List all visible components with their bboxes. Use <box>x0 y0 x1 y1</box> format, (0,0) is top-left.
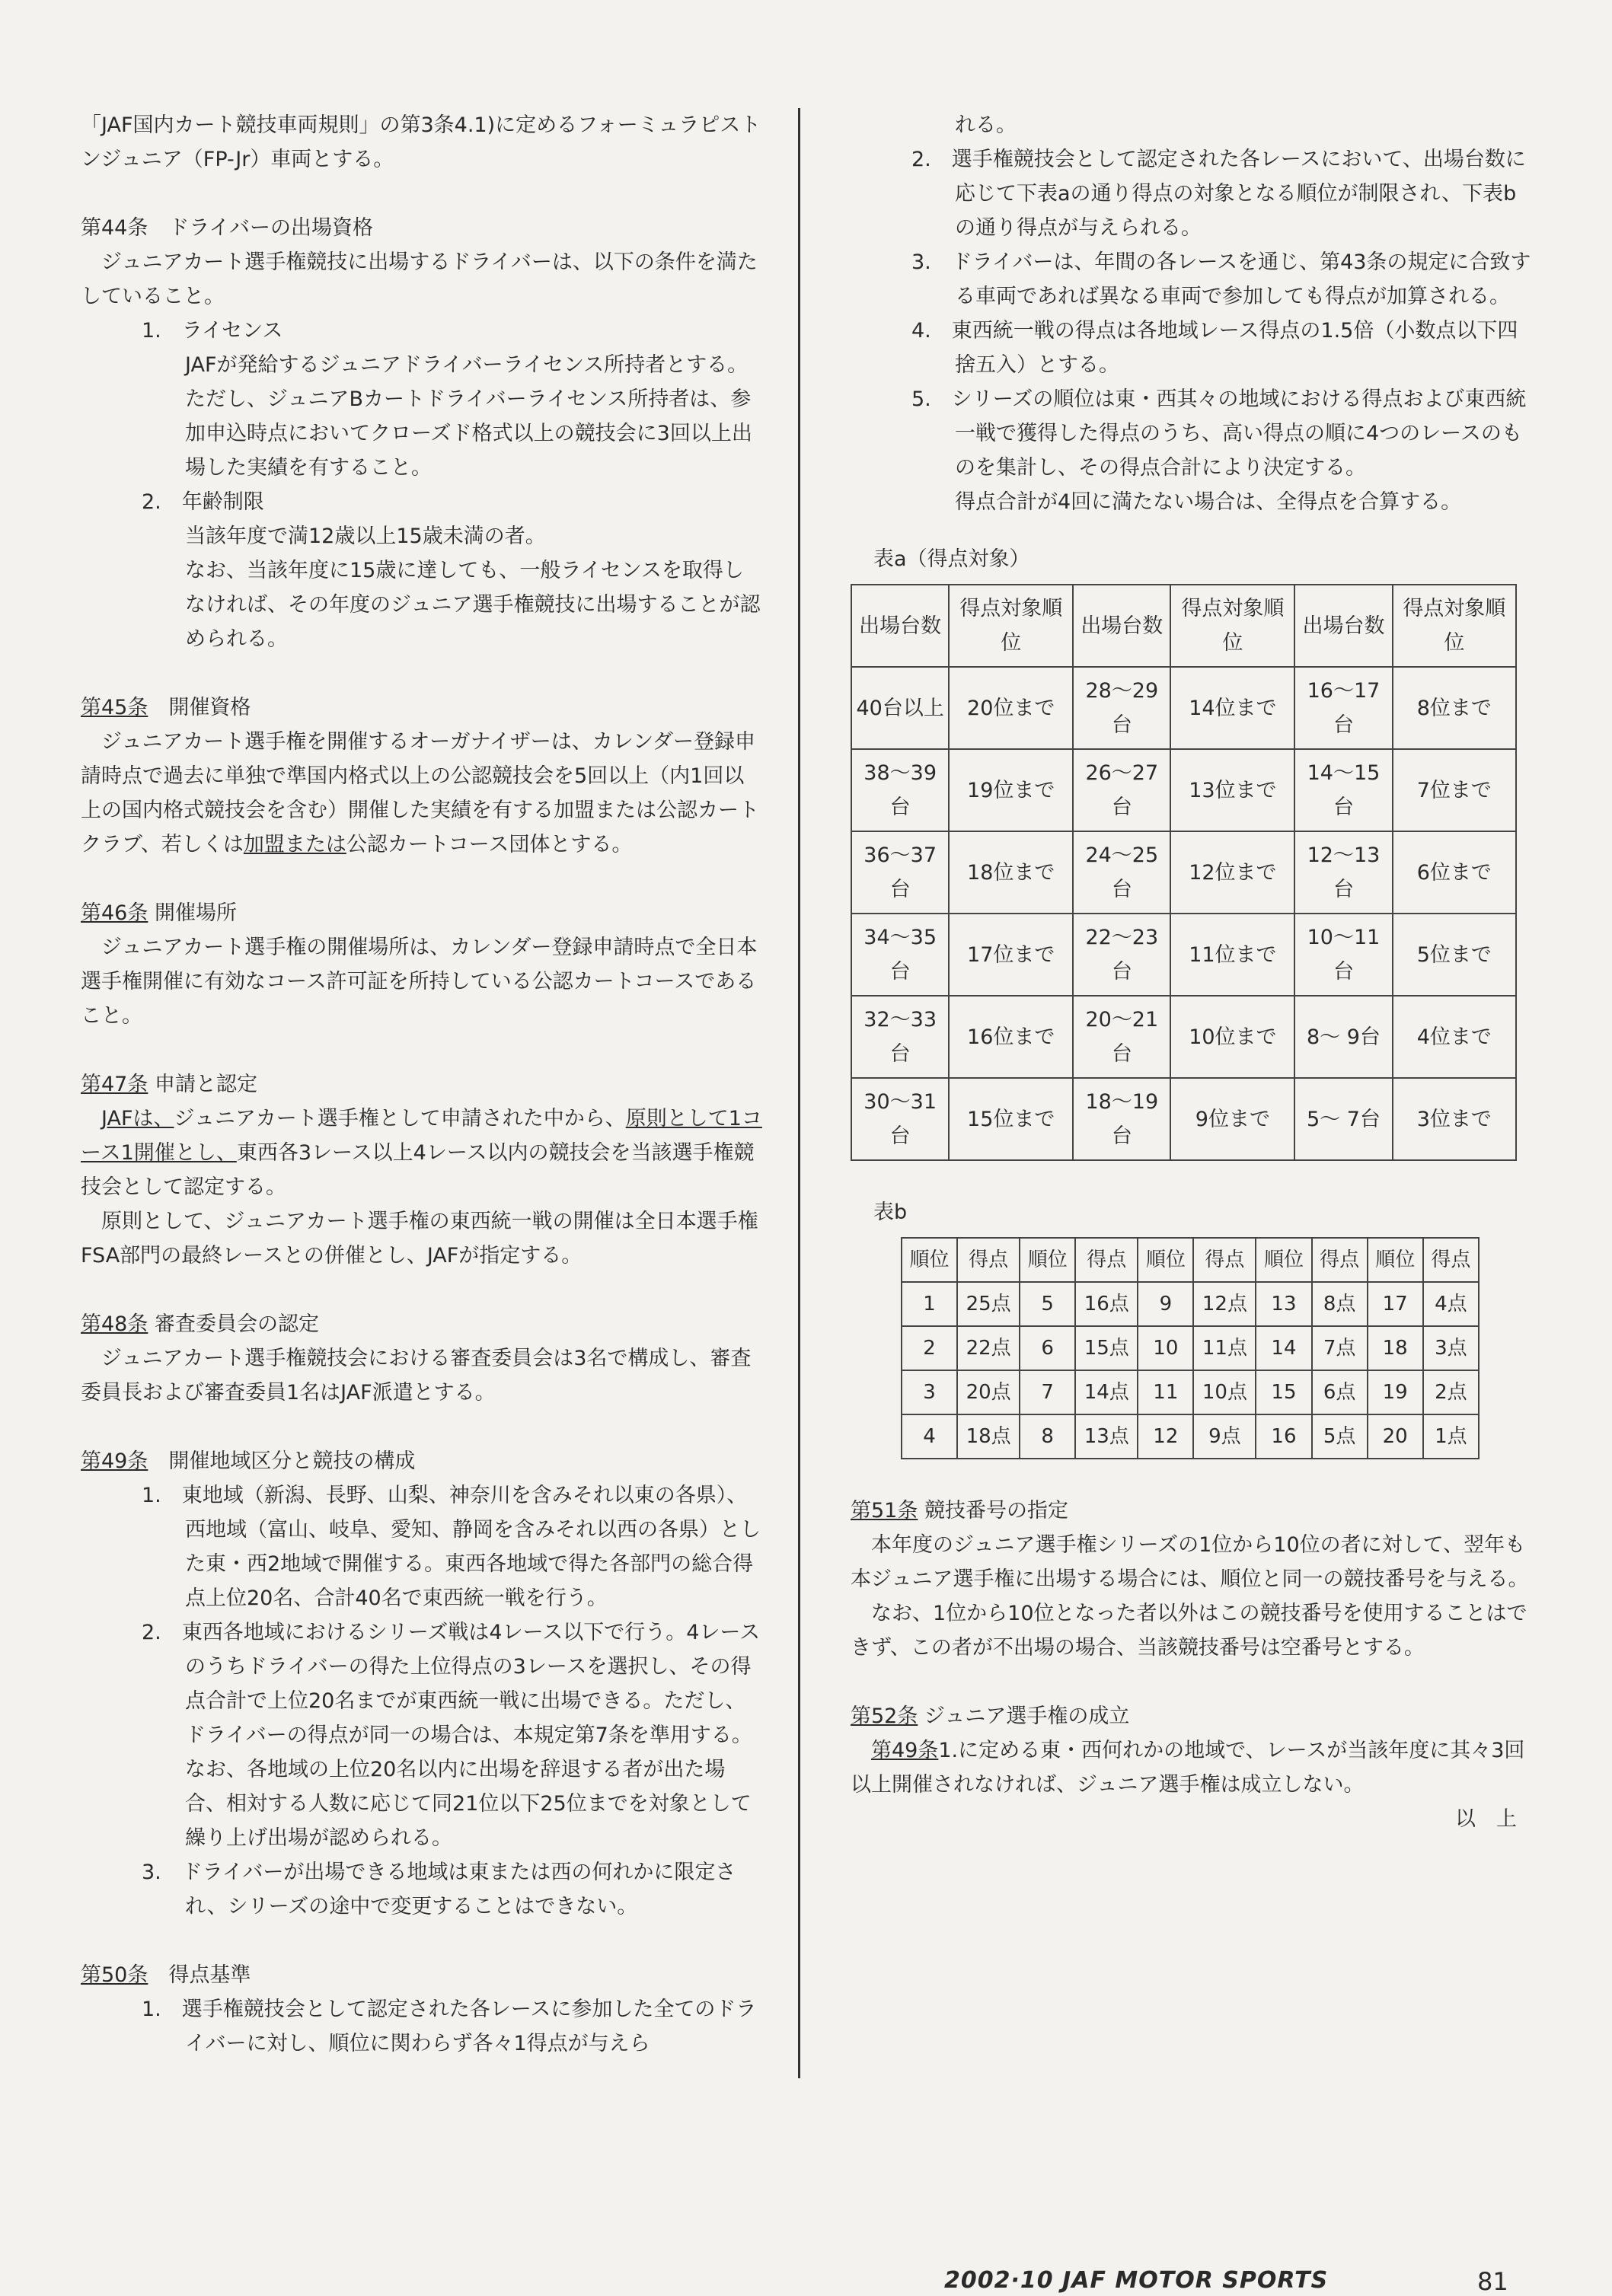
table-row <box>851 749 1516 831</box>
article-50 <box>81 1958 762 2061</box>
table-header: 順位 <box>1256 1238 1311 1282</box>
table-header: 出場台数 <box>1294 585 1392 667</box>
table-cell: 8位まで <box>1393 667 1516 749</box>
table-cell: 7点 <box>1312 1326 1368 1370</box>
table-cell: 14位まで <box>1170 667 1294 749</box>
article-number: 第48条 <box>81 1312 148 1336</box>
table-header: 順位 <box>1368 1238 1423 1282</box>
table-cell: 3 <box>902 1370 957 1414</box>
table-header: 得点 <box>1423 1238 1479 1282</box>
table-cell: 7位まで <box>1393 749 1516 831</box>
article-text: 本年度のジュニア選手権シリーズの1位から10位の者に対して、翌年も本ジュニア選手権に出場する場合には、順位と同一の競技番号を与える。 <box>851 1533 1529 1591</box>
table-cell: 1 <box>902 1282 957 1326</box>
article-title: 競技番号の指定 <box>924 1499 1068 1523</box>
article-number: 第46条 <box>81 901 148 925</box>
article-text: ジュニアカート選手権の開催場所は、カレンダー登録申請時点で全日本選手権開催に有効なコース許可証を所持している公認カートコースであること。 <box>81 936 758 1028</box>
end-mark: 以 上 <box>1455 1807 1517 1831</box>
table-cell: 13点 <box>1075 1414 1138 1459</box>
page-number: 81 <box>1477 2267 1508 2296</box>
list-item: 1. 選手権競技会として認定された各レースに参加した全てのドライバーに対し、順位に関わらず各々1得点が与えら <box>142 1998 757 2055</box>
article-title: ドライバーの出場資格 <box>168 216 374 240</box>
list-item-text: なお、各地域の上位20名以内に出場を辞退する者が出た場合、相対する人数に応じて同21位以下25位までを対象として繰り上げ出場が認められる。 <box>185 1758 752 1850</box>
table-cell: 34〜35台 <box>851 914 949 996</box>
article-heading <box>81 1067 762 1102</box>
table-cell: 40台以上 <box>851 667 949 749</box>
table-header: 得点対象順位 <box>949 585 1073 667</box>
article-title: 申請と認定 <box>154 1073 257 1096</box>
list-item-text: 得点合計が4回に満たない場合は、全得点を合算する。 <box>955 490 1462 514</box>
article-text: ジュニアカート選手権競技会における審査委員会は3名で構成し、審査委員長および審査委員1名はJAF派遣とする。 <box>81 1347 752 1405</box>
table-header: 得点対象順位 <box>1393 585 1516 667</box>
table-header-row <box>851 585 1516 667</box>
table-cell: 3点 <box>1423 1326 1479 1370</box>
table-header: 得点 <box>957 1238 1020 1282</box>
table-cell: 2点 <box>1423 1370 1479 1414</box>
table-row <box>902 1282 1479 1326</box>
article-text: ジュニアカート選手権競技に出場するドライバーは、以下の条件を満たしていること。 <box>81 250 758 308</box>
table-cell: 9点 <box>1193 1414 1256 1459</box>
table-a-caption: 表a（得点対象） <box>873 547 1030 571</box>
list-item: 3. ドライバーは、年間の各レースを通じ、第43条の規定に合致する車両であれば異なる車両で参加しても得点が加算される。 <box>911 250 1531 308</box>
table-cell: 15 <box>1256 1370 1311 1414</box>
article-heading <box>851 1494 1532 1528</box>
article-number: 第49条 <box>81 1449 148 1473</box>
table-header: 得点 <box>1075 1238 1138 1282</box>
table-cell: 18〜19台 <box>1073 1078 1170 1160</box>
table-cell: 22点 <box>957 1326 1020 1370</box>
article-heading <box>81 1444 762 1478</box>
table-header: 出場台数 <box>1073 585 1170 667</box>
article-text: 原則として、ジュニアカート選手権の東西統一戦の開催は全日本選手権FSA部門の最終レースとの併催とし、JAFが指定する。 <box>81 1210 758 1268</box>
table-header-row <box>902 1238 1479 1282</box>
article-title: 開催地域区分と競技の構成 <box>168 1449 416 1473</box>
list-item: 5. シリーズの順位は東・西其々の地域における得点および東西統一戦で獲得した得点のうち、高い得点の順に4つのレースのものを集計し、その得点合計により決定する。 <box>911 387 1527 480</box>
table-row <box>902 1370 1479 1414</box>
magazine-title: 2002·10 JAF MOTOR SPORTS <box>944 2267 1329 2294</box>
table-cell: 19位まで <box>949 749 1073 831</box>
article-text: なお、1位から10位となった者以外はこの競技番号を使用することはできず、この者が不出場の場合、当該競技番号は空番号とする。 <box>851 1602 1527 1660</box>
table-cell: 24〜25台 <box>1073 831 1170 914</box>
table-row <box>851 996 1516 1078</box>
table-cell: 3位まで <box>1393 1078 1516 1160</box>
article-title: 開催資格 <box>168 696 251 719</box>
table-cell: 13位まで <box>1170 749 1294 831</box>
article-47 <box>81 1067 762 1273</box>
list-item: 1. ライセンス <box>142 319 283 343</box>
right-column <box>851 108 1532 1836</box>
table-cell: 9位まで <box>1170 1078 1294 1160</box>
table-cell: 18 <box>1368 1326 1423 1370</box>
table-cell: 8〜 9台 <box>1294 996 1392 1078</box>
article-number: 第52条 <box>851 1704 918 1728</box>
table-cell: 17 <box>1368 1282 1423 1326</box>
table-cell: 15位まで <box>949 1078 1073 1160</box>
table-cell: 7 <box>1020 1370 1075 1414</box>
table-cell: 16〜17台 <box>1294 667 1392 749</box>
list-item: 4. 東西統一戦の得点は各地域レース得点の1.5倍（小数点以下四捨五入）とする。 <box>911 319 1518 377</box>
table-cell: 20〜21台 <box>1073 996 1170 1078</box>
article-heading <box>81 1307 762 1341</box>
article-heading <box>851 1699 1532 1733</box>
article-number: 第50条 <box>81 1963 148 1987</box>
list-item-text: JAFが発給するジュニアドライバーライセンス所持者とする。 <box>185 353 749 377</box>
table-cell: 14 <box>1256 1326 1311 1370</box>
table-cell: 17位まで <box>949 914 1073 996</box>
table-cell: 4点 <box>1423 1282 1479 1326</box>
article-48 <box>81 1307 762 1410</box>
list-item-text: 当該年度で満12歳以上15歳未満の者。 <box>185 525 546 548</box>
article-heading <box>81 690 762 725</box>
table-cell: 11点 <box>1193 1326 1256 1370</box>
list-item: 1. 東地域（新潟、長野、山梨、神奈川を含みそれ以東の各県）、西地域（富山、岐阜、愛知、静岡を含みそれ以西の各県）とした東・西2地域で開催する。東西各地域で得た各部門の総合得点上位20名、合計40名で東西統一戦を行う。 <box>142 1484 761 1610</box>
table-row <box>902 1326 1479 1370</box>
table-cell: 6点 <box>1312 1370 1368 1414</box>
article-title: 得点基準 <box>168 1963 251 1987</box>
table-cell: 20位まで <box>949 667 1073 749</box>
table-cell: 5〜 7台 <box>1294 1078 1392 1160</box>
table-cell: 6 <box>1020 1326 1075 1370</box>
article-text: JAFは、ジュニアカート選手権として申請された中から、原則として1コース1開催とし、東西各3レース以上4レース以内の競技会を当該選手権競技会として認定する。 <box>81 1107 762 1199</box>
list-item-text: なお、当該年度に15歳に達しても、一般ライセンスを取得しなければ、その年度のジュニア選手権競技に出場することが認められる。 <box>185 559 761 651</box>
list-item-text: ただし、ジュニアBカートドライバーライセンス所持者は、参加申込時点においてクローズド格式以上の競技会に3回以上出場した実績を有すること。 <box>185 387 752 480</box>
table-cell: 8 <box>1020 1414 1075 1459</box>
table-cell: 22〜23台 <box>1073 914 1170 996</box>
table-header: 得点 <box>1312 1238 1368 1282</box>
table-cell: 14〜15台 <box>1294 749 1392 831</box>
article-number: 第51条 <box>851 1499 918 1523</box>
article-49 <box>81 1444 762 1924</box>
table-cell: 36〜37台 <box>851 831 949 914</box>
table-cell: 10 <box>1138 1326 1193 1370</box>
table-cell: 12〜13台 <box>1294 831 1392 914</box>
table-cell: 11位まで <box>1170 914 1294 996</box>
article-number: 第47条 <box>81 1073 148 1096</box>
table-row <box>851 667 1516 749</box>
table-cell: 12 <box>1138 1414 1193 1459</box>
table-cell: 4 <box>902 1414 957 1459</box>
table-cell: 10点 <box>1193 1370 1256 1414</box>
table-cell: 5 <box>1020 1282 1075 1326</box>
table-b <box>901 1237 1480 1459</box>
table-cell: 18位まで <box>949 831 1073 914</box>
list-item-text: れる。 <box>955 113 1017 137</box>
table-cell: 9 <box>1138 1282 1193 1326</box>
table-cell: 14点 <box>1075 1370 1138 1414</box>
table-row <box>902 1414 1479 1459</box>
table-a <box>851 584 1517 1161</box>
intro-text: 「JAF国内カート競技車両規則」の第3条4.1)に定めるフォーミュラピストンジュニア（FP-Jr）車両とする。 <box>81 113 761 171</box>
table-cell: 38〜39台 <box>851 749 949 831</box>
table-cell: 16位まで <box>949 996 1073 1078</box>
article-52 <box>851 1699 1532 1836</box>
article-heading <box>81 211 762 245</box>
article-45 <box>81 690 762 862</box>
list-item: 3. ドライバーが出場できる地域は東または西の何れかに限定され、シリーズの途中で変更することはできない。 <box>142 1861 736 1918</box>
list-item: 2. 年齢制限 <box>142 490 264 514</box>
table-cell: 20点 <box>957 1370 1020 1414</box>
list-item: 2. 東西各地域におけるシリーズ戦は4レース以下で行う。4レースのうちドライバーの得た上位得点の3レースを選択し、その得点合計で上位20名までが東西統一戦に出場できる。ただし、ドライバーの得点が同一の場合は、本規定第7条を準用する。 <box>142 1621 761 1747</box>
table-cell: 19 <box>1368 1370 1423 1414</box>
table-header: 得点 <box>1193 1238 1256 1282</box>
article-heading <box>81 896 762 930</box>
table-cell: 18点 <box>957 1414 1020 1459</box>
article-46 <box>81 896 762 1033</box>
article-number: 第45条 <box>81 696 148 719</box>
table-cell: 8点 <box>1312 1282 1368 1326</box>
table-cell: 26〜27台 <box>1073 749 1170 831</box>
table-cell: 32〜33台 <box>851 996 949 1078</box>
table-cell: 11 <box>1138 1370 1193 1414</box>
table-header: 順位 <box>1020 1238 1075 1282</box>
article-text: 第49条1.に定める東・西何れかの地域で、レースが当該年度に其々3回以上開催されなければ、ジュニア選手権は成立しない。 <box>851 1739 1525 1797</box>
table-header: 出場台数 <box>851 585 949 667</box>
table-cell: 13 <box>1256 1282 1311 1326</box>
table-header: 得点対象順位 <box>1170 585 1294 667</box>
table-row <box>851 1078 1516 1160</box>
table-header: 順位 <box>1138 1238 1193 1282</box>
article-title: 審査委員会の認定 <box>154 1312 319 1336</box>
page-footer <box>944 2267 1523 2294</box>
article-44 <box>81 211 762 656</box>
table-cell: 28〜29台 <box>1073 667 1170 749</box>
column-divider <box>798 108 800 2078</box>
table-cell: 10〜11台 <box>1294 914 1392 996</box>
table-cell: 1点 <box>1423 1414 1479 1459</box>
left-column <box>81 108 762 2061</box>
article-title: 開催場所 <box>154 901 237 925</box>
table-cell: 20 <box>1368 1414 1423 1459</box>
article-text: ジュニアカート選手権を開催するオーガナイザーは、カレンダー登録申請時点で過去に単独で準国内格式以上の公認競技会を5回以上（内1回以上の国内格式競技会を含む）開催した実績を有する加盟または公認カートクラブ、若しくは加盟または公認カートコース団体とする。 <box>81 730 759 856</box>
table-b-caption: 表b <box>873 1201 908 1224</box>
table-cell: 4位まで <box>1393 996 1516 1078</box>
table-header: 順位 <box>902 1238 957 1282</box>
table-cell: 30〜31台 <box>851 1078 949 1160</box>
article-51 <box>851 1494 1532 1665</box>
table-row <box>851 831 1516 914</box>
article-number: 第44条 <box>81 216 148 240</box>
table-cell: 6位まで <box>1393 831 1516 914</box>
table-cell: 10位まで <box>1170 996 1294 1078</box>
table-row <box>851 914 1516 996</box>
table-cell: 15点 <box>1075 1326 1138 1370</box>
table-cell: 2 <box>902 1326 957 1370</box>
table-cell: 12点 <box>1193 1282 1256 1326</box>
table-cell: 5位まで <box>1393 914 1516 996</box>
table-cell: 25点 <box>957 1282 1020 1326</box>
table-cell: 16点 <box>1075 1282 1138 1326</box>
table-cell: 5点 <box>1312 1414 1368 1459</box>
article-heading <box>81 1958 762 1992</box>
article-title: ジュニア選手権の成立 <box>924 1704 1130 1728</box>
list-item: 2. 選手権競技会として認定された各レースにおいて、出場台数に応じて下表aの通り得点の対象となる順位が制限され、下表bの通り得点が与えられる。 <box>911 148 1526 240</box>
table-cell: 12位まで <box>1170 831 1294 914</box>
table-cell: 16 <box>1256 1414 1311 1459</box>
